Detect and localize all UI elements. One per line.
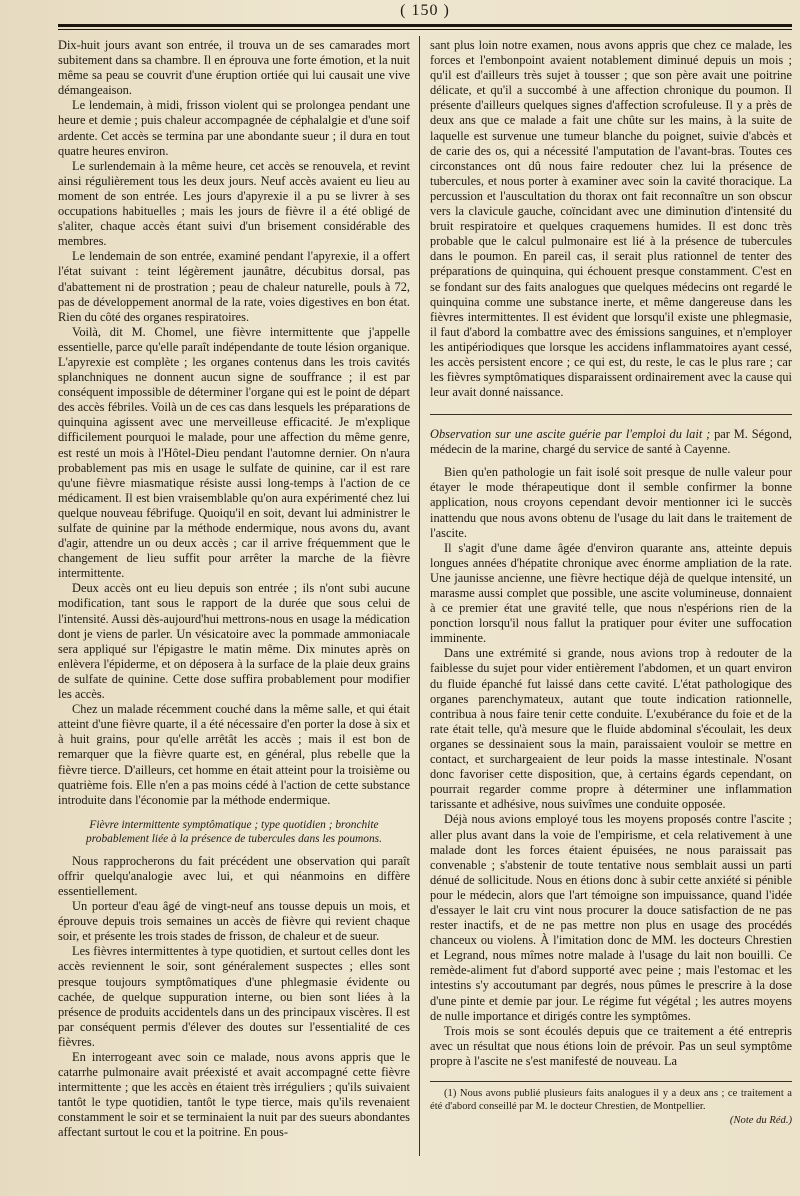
paragraph: Un porteur d'eau âgé de vingt-neuf ans tousse depuis un mois, et éprouve depuis trois semaines un accès de fièvre qui revient chaque soir, et présente les trois stades de frisson, de chaleur et de sueur. — [58, 899, 410, 944]
paragraph: Nous rapprocherons du fait précédent une observation qui paraît offrir quelqu'analogie avec lui, et qui néanmoins en diffère essentiellement. — [58, 853, 410, 898]
paragraph: Il s'agit d'une dame âgée d'environ quarante ans, atteinte depuis longues années d'hépatite chronique avec énorme ampliation de la rate. Une jaunisse ancienne, une fièvre hectique déjà de quelque intensité, un marasme aussi complet que possible, une ascite volumineuse, donnaient à ce premier état une gravité telle, que nous n'espérions rien de la ponction lorsqu'il nous fallut la pratiquer pour éviter une suffocation imminente. — [430, 540, 792, 646]
paragraph: Le lendemain de son entrée, examiné pendant l'apyrexie, il a offert l'état suivant : teint légèrement jaunâtre, décubitus dorsal, pas d'abattement ni de prostration ; peau de chaleur naturelle, pouls à 72, pas de développement anormal de la rate, voies digestives en bon état. Rien du côté des organes respiratoires. — [58, 249, 410, 324]
heading-title: Observation sur une ascite guérie par l'emploi du lait ; — [430, 427, 711, 442]
header-rule-thin — [58, 29, 792, 30]
left-column — [58, 38, 410, 1141]
page-header — [58, 0, 792, 36]
paragraph: Voilà, dit M. Chomel, une fièvre intermittente que j'appelle essentielle, parce qu'elle paraît indépendante de toute lésion organique. L'apyrexie est complète ; les organes contenus dans les trois cavités splanchniques ne donnent aucun signe de souffrance ; il est par conséquent impossible de déterminer l'organe qui est le point de départ des accès fébriles. Voilà un de ces cas dans lesquels les préparations de quinquina agissent avec une merveilleuse efficacité. Je m'explique difficilement pourquoi le malade, pour une affection du même genre, est resté un mois à l'Hôtel-Dieu pendant l'automne dernier. On n'aura probablement pas mis en usage le sulfate de quinine, car il est rare qu'une fièvre miasmatique résiste aussi long-temps à l'action de ce médicament. Il est bien vraisemblable qu'on aura expérimenté chez lui quelque nouveau fébrifuge. Quoiqu'il en soit, devant lui administrer le sulfate de quinine par la méthode endermique, nous avons du, avant d'agir, attendre un ou deux accès ; car il arrive fréquemment que le changement de lieu suffit pour arrêter la marche de la fièvre intermittente. — [58, 324, 410, 581]
section-heading: Fièvre intermittente symptômatique ; type quotidien ; bronchite probablement liée à la présence de tubercules dans les poumons. — [86, 818, 382, 845]
paragraph: Déjà nous avions employé tous les moyens proposés contre l'ascite ; aller plus avant dans la voie de l'empirisme, et cela relativement à une malade dont les forces étaient épuisées, ne nous paraissait pas convenable ; s'abstenir de toute tentative nous semblait aussi un parti dénué de sollicitude. Nous en étions donc à subir cette anxiété si pénible pour le médecin, alors que l'art témoigne son impuissance, quand l'idée d'essayer le lait cru vint nous procurer la douce satisfaction de ne pas rester inactifs, et de ne pas mettre non plus en usage des procédés chanceux ou violens. À l'imitation donc de MM. les docteurs Chrestien et Legrand, nous mîmes notre malade à l'usage du lait non bouilli. Ce remède-aliment fut d'abord supporté avec peine ; mais l'estomac et les intestins s'y accoutumant par degrés, nous pûmes le prescrire à la dose d'une pinte et demie par jour. Le régime fut végétal ; les autres moyens de nulle importance et dirigés contre les symptômes. — [430, 812, 792, 1023]
footnote-rule — [430, 1081, 792, 1082]
footnote-signature: (Note du Réd.) — [729, 1115, 792, 1126]
footnote: (1) Nous avons publié plusieurs faits analogues il y a deux ans ; ce traitement a été d'abord conseillé par M. le docteur Chrestien, de Montpellier. — [430, 1088, 792, 1112]
paragraph: Trois mois se sont écoulés depuis que ce traitement a été entrepris avec un résultat que nous étions loin de prévoir. Pas un seul symptôme propre à l'ascite ne s'est manifesté de nouveau. La — [430, 1023, 792, 1068]
paragraph: En interrogeant avec soin ce malade, nous avons appris que le catarrhe pulmonaire avait préexisté et avait accompagné cette fièvre intermittente ; que les accès en étaient très irréguliers ; qu'ils suivaient tantôt le type quotidien, tantôt le type tierce, mais qu'ils revenaient constamment le soir et se terminaient la nuit par des sueurs abondantes affectant surtout le cou et la poitrine. En pous- — [58, 1050, 410, 1140]
paragraph: Les fièvres intermittentes à type quotidien, et surtout celles dont les accès reviennent le soir, sont généralement suspectes ; elles sont presque toujours symptômatiques d'une phlegmasie évidente ou cachée, de quelque suppuration interne, ou bien sont liées à la présence de produits accidentels dans un des principaux viscères. Il est par conséquent permis d'élever des doutes sur l'essentialité de ces fièvres. — [58, 944, 410, 1049]
paragraph: Chez un malade récemment couché dans la même salle, et qui était atteint d'une fièvre quarte, il a été nécessaire d'en porter la dose à six et à huit grains, pour qu'elle arrêtât les accès ; mais il est bon de remarquer que la fièvre quarte est, en général, plus rebelle que la fièvre tierce. D'ailleurs, cet homme en était atteint pour la troisième ou quatrième fois. Elle n'en a pas moins cédé à l'action de cette substance introduite dans l'économie par la méthode endermique. — [58, 702, 410, 807]
column-divider — [419, 36, 420, 1156]
heading-author: par M. Ségond, médecin de la marine, chargé du service de santé à Cayenne. — [430, 427, 792, 457]
header-rule — [58, 24, 792, 27]
paragraph: Le surlendemain à la même heure, cet accès se renouvela, et revint ainsi régulièrement tous les deux jours. Neuf accès avaient eu lieu au moment de son entrée. Les jours d'apyrexie il a pu se livrer à ses occupations habituelles ; mais les jours de fièvre il a été obligé de s'aliter, chaque accès étant suivi d'un brisement considérable des membres. — [58, 158, 410, 249]
paragraph: Dans une extrémité si grande, nous avions trop à redouter de la faiblesse du sujet pour vider entièrement l'abdomen, et un quart environ du fluide épanché fut laissé dans cette cavité. L'état pathologique des organes parenchymateux, autant que toute indication rationnelle, contribua à nous faire tenir cette conduite. L'exubérance du foie et de la rate était telle, qu'à mesure que le fluide abdominal s'écoulait, les deux organes se dessinaient sous la main, paraissaient vouloir se mettre en contact, et surchargeaient de leur poids la masse intestinale. N'osant donc favoriser cette disposition, que, à certains égards cependant, on pourrait regarder comme propre à déterminer une inflammation tarissante et adhésive, nous suivîmes une conduite opposée. — [430, 646, 792, 812]
paragraph: Dix-huit jours avant son entrée, il trouva un de ses camarades mort subitement dans sa chambre. Il en éprouva une forte émotion, et la nuit même sa peau se couvrit d'une éruption ortiée qui lui causait une vive démangeaison. — [58, 38, 410, 98]
paragraph: Deux accès ont eu lieu depuis son entrée ; ils n'ont subi aucune modification, tant sous le rapport de la durée que sous celui de l'intensité. Aussi dès-aujourd'hui mettrons-nous en usage la médication dont je viens de parler. Un vésicatoire avec la pommade ammoniacale sera appliqué sur l'épigastre le matin même. Dix minutes après on enlèvera l'épiderme, et on déposera à la surface de la plaie deux grains de sulfate de quinine. Cette dose suffira probablement pour modifier les accès. — [58, 581, 410, 702]
paragraph: Bien qu'en pathologie un fait isolé soit presque de nulle valeur pour étayer le mode thérapeutique dont il semble confirmer la bonne application, nous croyons cependant devoir mentionner ici le succès inattendu que nous avons obtenu de l'usage du lait dans le traitement de l'ascite. — [430, 465, 792, 540]
page-number: ( 150 ) — [400, 2, 450, 19]
paragraph: sant plus loin notre examen, nous avons appris que chez ce malade, les forces et l'embonpoint avaient notablement diminué depuis un mois ; qu'il est d'ailleurs très sujet à tousser ; que son père avait une poitrine délicate, et qu'il a succombé à une affection chronique du poumon. Il présente d'ailleurs quelques signes d'affection scrofuleuse. Il y a près de deux ans que ce malade a fait une chûte sur les mains, à la suite de laquelle est survenue une tumeur blanche du poignet, suivie d'abcès et de carie des os, qui a nécessité l'amputation de l'avant-bras. Toutes ces circonstances ont dû nous faire redouter chez lui la présence de tubercules, et nous porter à examiner avec soin la cavité thoracique. La percussion et l'auscultation du thorax ont fait reconnaître un son obscur vers la clavicule gauche, coïncidant avec une diminution d'intensité du bruit respiratoire et quelques craquemens humides. Il est donc très probable que le calcul pulmonaire est lié à la présence de tubercules dans le poumon. En pareil cas, il serait plus rationnel de tenter des préparations de quinquina, qui échouent presque constamment. C'est en se fondant sur des faits analogues que quelques médecins ont regardé le quinquina comme une substance inerte, et même dangereuse dans les fièvres intermittentes. Il est évident que lorsqu'il existe une phlegmasie, il faut d'abord la combattre avec des émissions sanguines, et n'employer les antipériodiques que lorsque les accidens inflammatoires ayant cessé, les accès persistent encore ; ce qui est, du reste, le cas le plus rare ; car les fièvres symptômatiques disparaissent ordinairement avec la cause qui leur avait donné naissance. — [430, 38, 792, 400]
paragraph: Le lendemain, à midi, frisson violent qui se prolongea pendant une heure et demie ; puis chaleur accompagnée de céphalalgie et d'une soif ardente. Cet accès se termina par une abondante sueur ; il dura en tout quatre heures environ. — [58, 98, 410, 158]
right-column — [430, 38, 792, 1128]
section-heading — [430, 414, 792, 457]
